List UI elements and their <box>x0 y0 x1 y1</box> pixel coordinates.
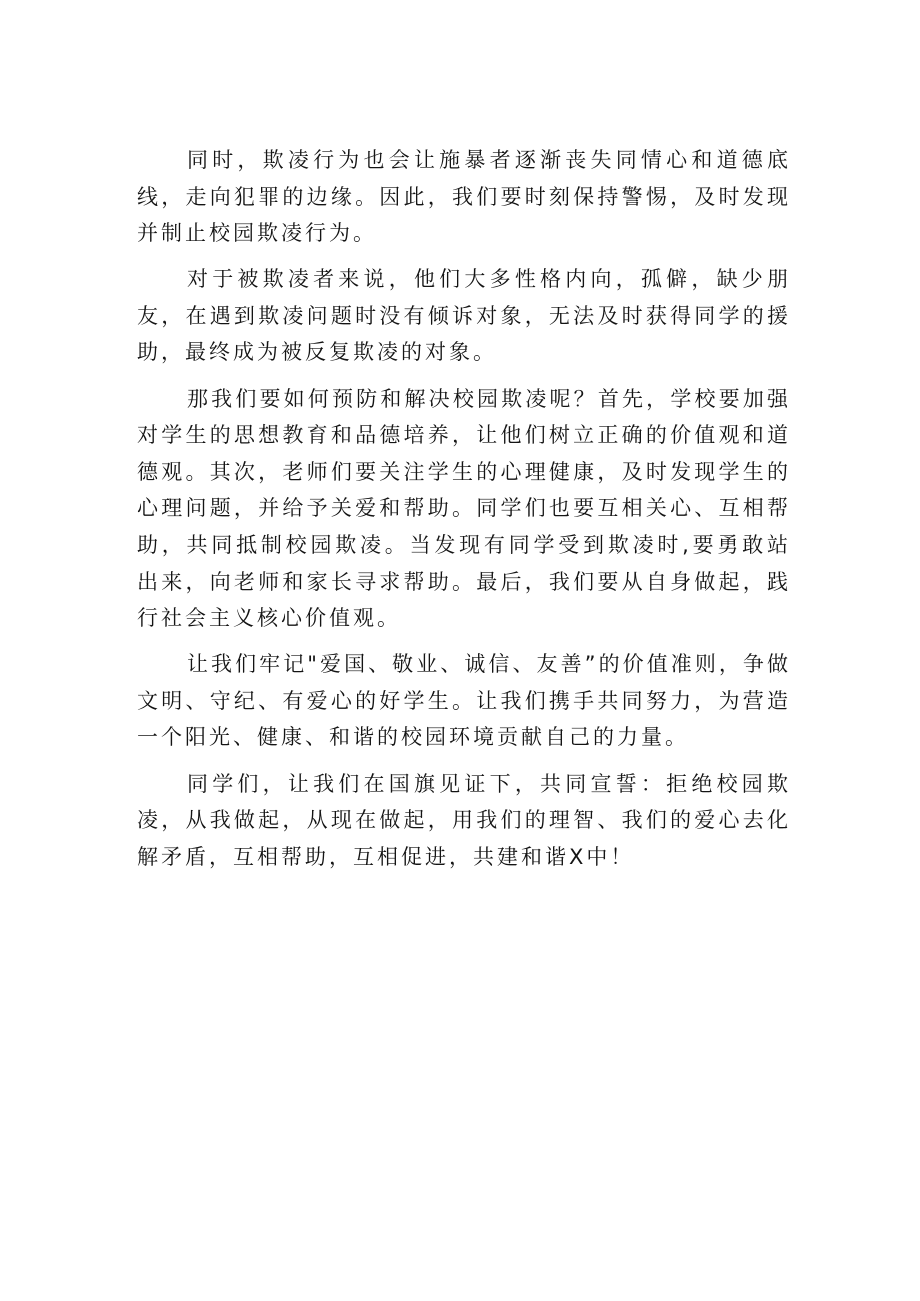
paragraph-3: 那我们要如何预防和解决校园欺凌呢？首先，学校要加强对学生的思想教育和品德培养，让他们树立正确的价值观和道德观。其次，老师们要关注学生的心理健康，及时发现学生的心理问题，并给予关爱和帮助。同学们也要互相关心、互相帮助，共同抵制校园欺凌。当发现有同学受到欺凌时,要勇敢站出来，向老师和家长寻求帮助。最后，我们要从自身做起，践行社会主义核心价值观。 <box>137 386 791 631</box>
paragraph-5: 同学们，让我们在国旗见证下，共同宣誓：拒绝校园欺凌，从我做起，从现在做起，用我们的理智、我们的爱心去化解矛盾，互相帮助，互相促进，共建和谐X中！ <box>137 771 791 869</box>
paragraph-2: 对于被欺凌者来说，他们大多性格内向，孤僻，缺少朋友，在遇到欺凌问题时没有倾诉对象，无法及时获得同学的援助，最终成为被反复欺凌的对象。 <box>137 267 791 365</box>
document-body <box>137 142 791 885</box>
paragraph-1: 同时，欺凌行为也会让施暴者逐渐丧失同情心和道德底线，走向犯罪的边缘。因此，我们要时刻保持警惕，及时发现并制止校园欺凌行为。 <box>137 148 791 246</box>
paragraph-4: 让我们牢记"爱国、敬业、诚信、友善”的价值准则，争做文明、守纪、有爱心的好学生。让我们携手共同努力，为营造一个阳光、健康、和谐的校园环境贡献自己的力量。 <box>137 652 791 750</box>
